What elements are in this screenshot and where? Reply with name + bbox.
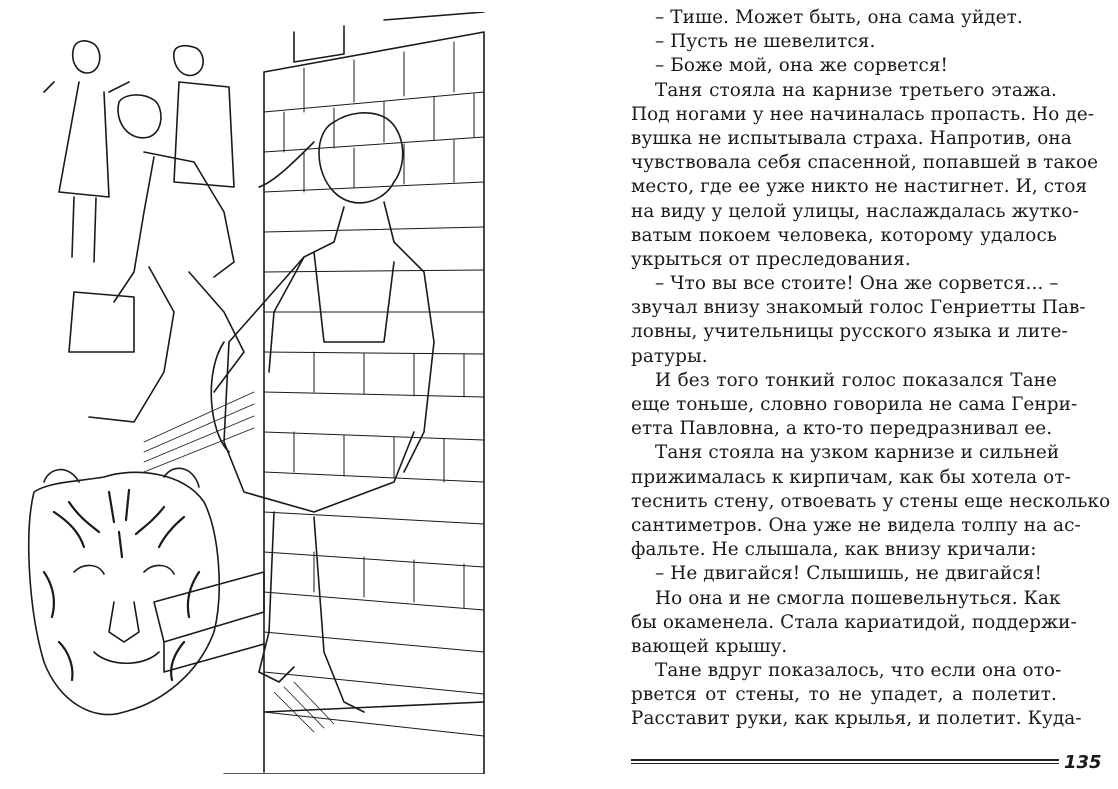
text-line: фальте. Не слышала, как внизу кричали: (631, 539, 1037, 561)
text-line: рвется от стены, то не упадет, а полетит. (631, 684, 1057, 706)
text-line: – Пусть не шевелится. (655, 31, 876, 53)
text-line: на виду у целой улицы, наслаждалась жутко- (631, 200, 1079, 222)
text-line: Расставит руки, как крылья, и полетит. Куда- (631, 708, 1082, 730)
pen-ink-illustration-icon (14, 12, 514, 774)
text-line: Но она и не смогла пошевельнуться. Как (655, 587, 1061, 609)
text-line: вающей крышу. (631, 635, 788, 657)
footer-rule (631, 759, 1059, 766)
text-line: ловны, учительницы русского языка и лите- (631, 321, 1068, 343)
text-line: чувствовала себя спасенной, попавшей в такое (631, 152, 1099, 174)
text-line: сантиметров. Она уже не видела толпу на ас- (631, 514, 1081, 536)
text-line: – Что вы все стоите! Она же сорвется... – (655, 273, 1059, 295)
footer-rule-thick (631, 759, 1059, 761)
text-line: Тане вдруг показалось, что если она ото- (655, 660, 1062, 682)
text-line: – Не двигайся! Слышишь, не двигайся! (655, 563, 1042, 585)
text-line: етта Павловна, а кто-то передразнивал ее. (631, 418, 1053, 440)
text-column (631, 6, 1111, 732)
text-line: прижималась к кирпичам, как бы хотела от- (631, 466, 1071, 488)
text-line: Таня стояла на узком карнизе и сильней (655, 442, 1060, 464)
footer-rule-thin (631, 763, 1059, 764)
text-line: место, где ее уже никто не настигнет. И, стоя (631, 176, 1088, 198)
text-line: ратуры. (631, 345, 708, 367)
text-line: звучал внизу знакомый голос Генриетты Пав- (631, 297, 1086, 319)
text-line: бы окаменела. Стала кариатидой, поддержи- (631, 611, 1077, 633)
text-line: еще тоньше, словно говорила не сама Генри- (631, 394, 1078, 415)
text-line: Под ногами у нее начиналась пропасть. Но де- (631, 103, 1095, 125)
text-line: Таня стояла на карнизе третьего этажа. (655, 79, 1057, 101)
text-line: – Тише. Может быть, она сама уйдет. (655, 7, 1023, 28)
story-illustration (14, 12, 514, 774)
text-line: И без того тонкий голос показался Тане (655, 369, 1057, 391)
page-number: 135 (1064, 752, 1102, 773)
text-line: укрыться от преследования. (631, 248, 911, 270)
text-line: – Боже мой, она же сорвется! (655, 55, 949, 77)
text-line: вушка не испытывала страха. Напротив, она (631, 127, 1072, 149)
text-line: ватым покоем человека, которому удалось (631, 224, 1057, 246)
text-line: теснить стену, отвоевать у стены еще несколько (631, 490, 1111, 512)
